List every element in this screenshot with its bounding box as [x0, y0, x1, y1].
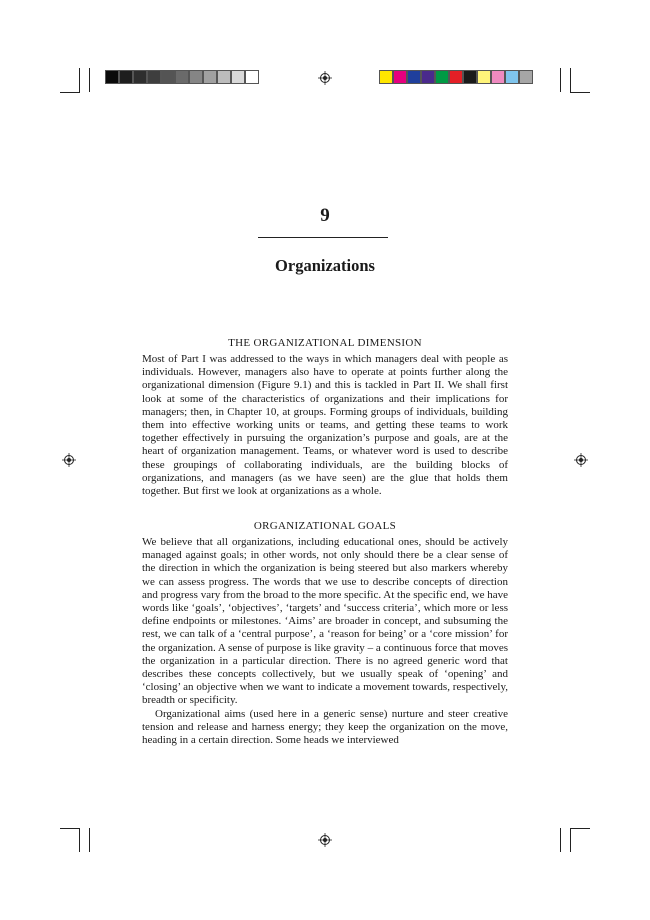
- color-swatch: [449, 70, 463, 84]
- registration-mark-icon: [318, 833, 332, 847]
- section-organizational-goals: [142, 520, 508, 747]
- color-swatch: [147, 70, 161, 84]
- chapter-rule: [258, 237, 388, 238]
- color-swatch: [379, 70, 393, 84]
- color-swatch: [189, 70, 203, 84]
- color-swatch: [203, 70, 217, 84]
- chapter-number: 9: [320, 205, 330, 226]
- color-swatch: [435, 70, 449, 84]
- color-swatch: [477, 70, 491, 84]
- color-swatch: [407, 70, 421, 84]
- color-swatch: [245, 70, 259, 84]
- color-swatch: [175, 70, 189, 84]
- grayscale-color-bar: [105, 70, 259, 84]
- crop-mark: [60, 828, 80, 829]
- crop-mark: [89, 68, 90, 92]
- body-paragraph: We believe that all organizations, including educational ones, should be actively managed against goals; in other words, not only should there be a clear sense of the direction in which the organization is being steered but also markers whereby we can assess progress. The words that we use to describe concepts of direction and progress vary from the broad to the more specific. At the specific end, we have words like ‘goals’, ‘objectives’, ‘targets’ and ‘success criteria’, which more or less define endpoints or milestones. ‘Aims’ are broader in concept, and subsuming the rest, we can talk of a ‘central purpose’, a ‘reason for being’ or a ‘core mission’ for the organization. A sense of purpose is like gravity – a continuous force that moves the organization in a particular direction. There is no agreed generic word that describes these concepts collectively, but we usually speak of ‘opening’ and ‘closing’ an objective when we want to indicate a movement towards, respectively, breadth or specificity.: [142, 536, 508, 707]
- body-paragraph: Most of Part I was addressed to the ways in which managers deal with people as individuals. However, managers also have to operate at points further along the organizational dimension (Figure 9.1) and this is tackled in Part II. We shall first look at some of the characteristics of organizations and their implications for managers; then, in Chapter 10, at groups. Forming groups of individuals, building them into effective working units or teams, and getting these teams to work together effectively in pursuing the organization’s purpose and goals, are at the heart of organization management. Teams, or whatever word is used to describe these groupings of collaborating individuals, are the building blocks of organizations, and managers (as we have seen) are the glue that holds them together. But first we look at organizations as a whole.: [142, 353, 508, 498]
- crop-mark: [79, 828, 80, 852]
- section-heading: THE ORGANIZATIONAL DIMENSION: [228, 337, 422, 349]
- section-organizational-dimension: [142, 337, 508, 498]
- color-swatch: [133, 70, 147, 84]
- color-swatch: [231, 70, 245, 84]
- registration-mark-icon: [318, 71, 332, 85]
- section-heading: ORGANIZATIONAL GOALS: [253, 520, 397, 532]
- color-swatch: [393, 70, 407, 84]
- body-paragraph: Organizational aims (used here in a generic sense) nurture and steer creative tension and release and harness energy; they keep the organization on the move, heading in a certain direction. Some heads we interviewed: [142, 707, 508, 747]
- crop-mark: [560, 828, 561, 852]
- crop-mark: [89, 828, 90, 852]
- color-swatch: [491, 70, 505, 84]
- crop-mark: [570, 828, 571, 852]
- registration-mark-icon: [574, 453, 588, 467]
- crop-mark: [570, 68, 571, 92]
- registration-mark-icon: [62, 453, 76, 467]
- color-swatch: [505, 70, 519, 84]
- color-swatch: [119, 70, 133, 84]
- crop-mark: [79, 68, 80, 92]
- color-swatch: [105, 70, 119, 84]
- crop-mark: [560, 68, 561, 92]
- crop-mark: [60, 92, 80, 93]
- chapter-title: Organizations: [275, 256, 375, 275]
- process-color-bar: [379, 70, 533, 84]
- crop-mark: [570, 828, 590, 829]
- color-swatch: [217, 70, 231, 84]
- crop-mark: [570, 92, 590, 93]
- color-swatch: [421, 70, 435, 84]
- color-swatch: [519, 70, 533, 84]
- color-swatch: [463, 70, 477, 84]
- color-swatch: [161, 70, 175, 84]
